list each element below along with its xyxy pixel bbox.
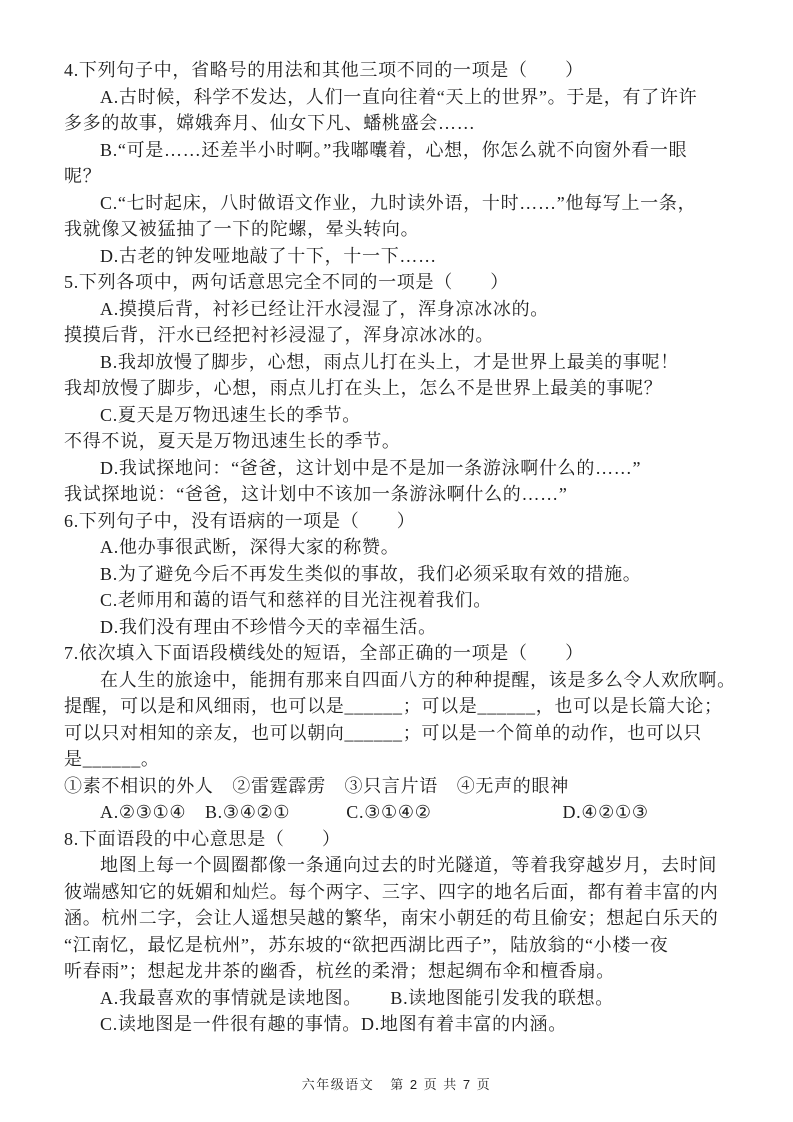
q4-line-2: A.古时候，科学不发达，人们一直向往着“天上的世界”。于是，有了许许 xyxy=(100,86,698,107)
q7-line-7: A.②③①④ B.③④②① C.③①④② D.④②①③ xyxy=(100,802,649,822)
q5-line-4: B.我却放慢了脚步，心想，雨点儿打在头上，才是世界上最美的事呢！ xyxy=(100,351,679,372)
q8-line-2: 地图上每一个圆圈都像一条通向过去的时光隧道，等着我穿越岁月，去时间 xyxy=(100,855,718,875)
q8-line-5: “江南忆，最忆是杭州”，苏东坡的“欲把西湖比西子”，陆放翁的“小楼一夜 xyxy=(64,934,669,955)
page-footer xyxy=(0,1075,793,1095)
footer-subject: 六年级语文 xyxy=(301,1077,375,1092)
q4-line-1: 4.下列句子中，省略号的用法和其他三项不同的一项是（ ） xyxy=(64,60,584,80)
q5-line-5: 我却放慢了脚步，心想，雨点儿打在头上，怎么不是世界上最美的事呢？ xyxy=(64,378,663,398)
q6-line-3: B.为了避免今后不再发生类似的事故，我们必须采取有效的措施。 xyxy=(100,563,642,584)
q4-line-4: B.“可是……还差半小时啊。”我嘟囔着，心想，你怎么就不向窗外看一眼 xyxy=(100,139,688,160)
q6-line-5: D.我们没有理由不珍惜今天的幸福生活。 xyxy=(100,616,437,637)
page-content xyxy=(64,57,756,1038)
q4-line-5: 呢？ xyxy=(64,166,102,186)
q7-line-6: ①素不相识的外人 ②雷霆霹雳 ③只言片语 ④无声的眼神 xyxy=(64,775,569,796)
q7-line-5: 是______。 xyxy=(64,749,160,769)
q4-line-8: D.古老的钟发哑地敲了十下，十一下…… xyxy=(100,245,437,266)
question-7 xyxy=(64,640,756,826)
q8-line-6: 听春雨”；想起龙井茶的幽香，杭丝的柔滑；想起绸布伞和檀香扇。 xyxy=(64,961,615,981)
q7-line-2: 在人生的旅途中，能拥有那来自四面八方的种种提醒，该是多么令人欢欣啊。 xyxy=(100,669,736,690)
question-6 xyxy=(64,508,756,641)
q7-line-4: 可以只对相知的亲友，也可以朝向______；可以是一个简单的动作，也可以只 xyxy=(64,722,702,743)
q8-line-7: A.我最喜欢的事情就是读地图。 B.读地图能引发我的联想。 xyxy=(100,987,615,1008)
q5-line-1: 5.下列各项中，两句话意思完全不同的一项是（ ） xyxy=(64,272,509,292)
q4-line-7: 我就像又被猛抽了一下的陀螺，晕头转向。 xyxy=(64,219,420,239)
q8-line-1: 8.下面语段的中心意思是（ ） xyxy=(64,828,341,849)
q4-line-6: C.“七时起床，八时做语文作业，九时读外语，十时……”他每写上一条， xyxy=(100,192,697,213)
q8-line-8: C.读地图是一件很有趣的事情。D.地图有着丰富的内涵。 xyxy=(100,1014,567,1034)
q6-line-2: A.他办事很武断，深得大家的称赞。 xyxy=(100,537,400,557)
q8-line-4: 涵。杭州二字，会让人遥想吴越的繁华，南宋小朝廷的苟且偷安；想起白乐天的 xyxy=(64,908,719,928)
q5-line-6: C.夏天是万物迅速生长的季节。 xyxy=(100,404,362,425)
q7-line-3: 提醒，可以是和风细雨，也可以是______；可以是______，也可以是长篇大论； xyxy=(64,696,723,716)
question-5 xyxy=(64,269,756,508)
q6-line-1: 6.下列句子中，没有语病的一项是（ ） xyxy=(64,510,416,531)
q5-line-2: A.摸摸后背，衬衫已经让汗水浸湿了，浑身凉冰冰的。 xyxy=(100,298,549,319)
q5-line-7: 不得不说，夏天是万物迅速生长的季节。 xyxy=(64,431,401,451)
q8-line-3: 彼端感知它的妩媚和灿烂。每个两字、三字、四字的地名后面，都有着丰富的内 xyxy=(64,881,719,902)
q5-line-3: 摸摸后背，汗水已经把衬衫浸湿了，浑身凉冰冰的。 xyxy=(64,325,495,345)
question-4 xyxy=(64,57,756,269)
q5-line-9: 我试探地说：“爸爸，这计划中不该加一条游泳啊什么的……” xyxy=(64,484,568,504)
q7-line-1: 7.依次填入下面语段横线处的短语，全部正确的一项是（ ） xyxy=(64,643,584,663)
footer-page-number: 第 2 页 共 7 页 xyxy=(390,1077,492,1092)
q4-line-3: 多多的故事，嫦娥奔月、仙女下凡、蟠桃盛会…… xyxy=(64,113,476,133)
q6-line-4: C.老师用和蔼的语气和慈祥的目光注视着我们。 xyxy=(100,590,492,610)
q5-line-8: D.我试探地问：“爸爸，这计划中是不是加一条游泳啊什么的……” xyxy=(100,457,642,478)
question-8 xyxy=(64,826,756,1038)
